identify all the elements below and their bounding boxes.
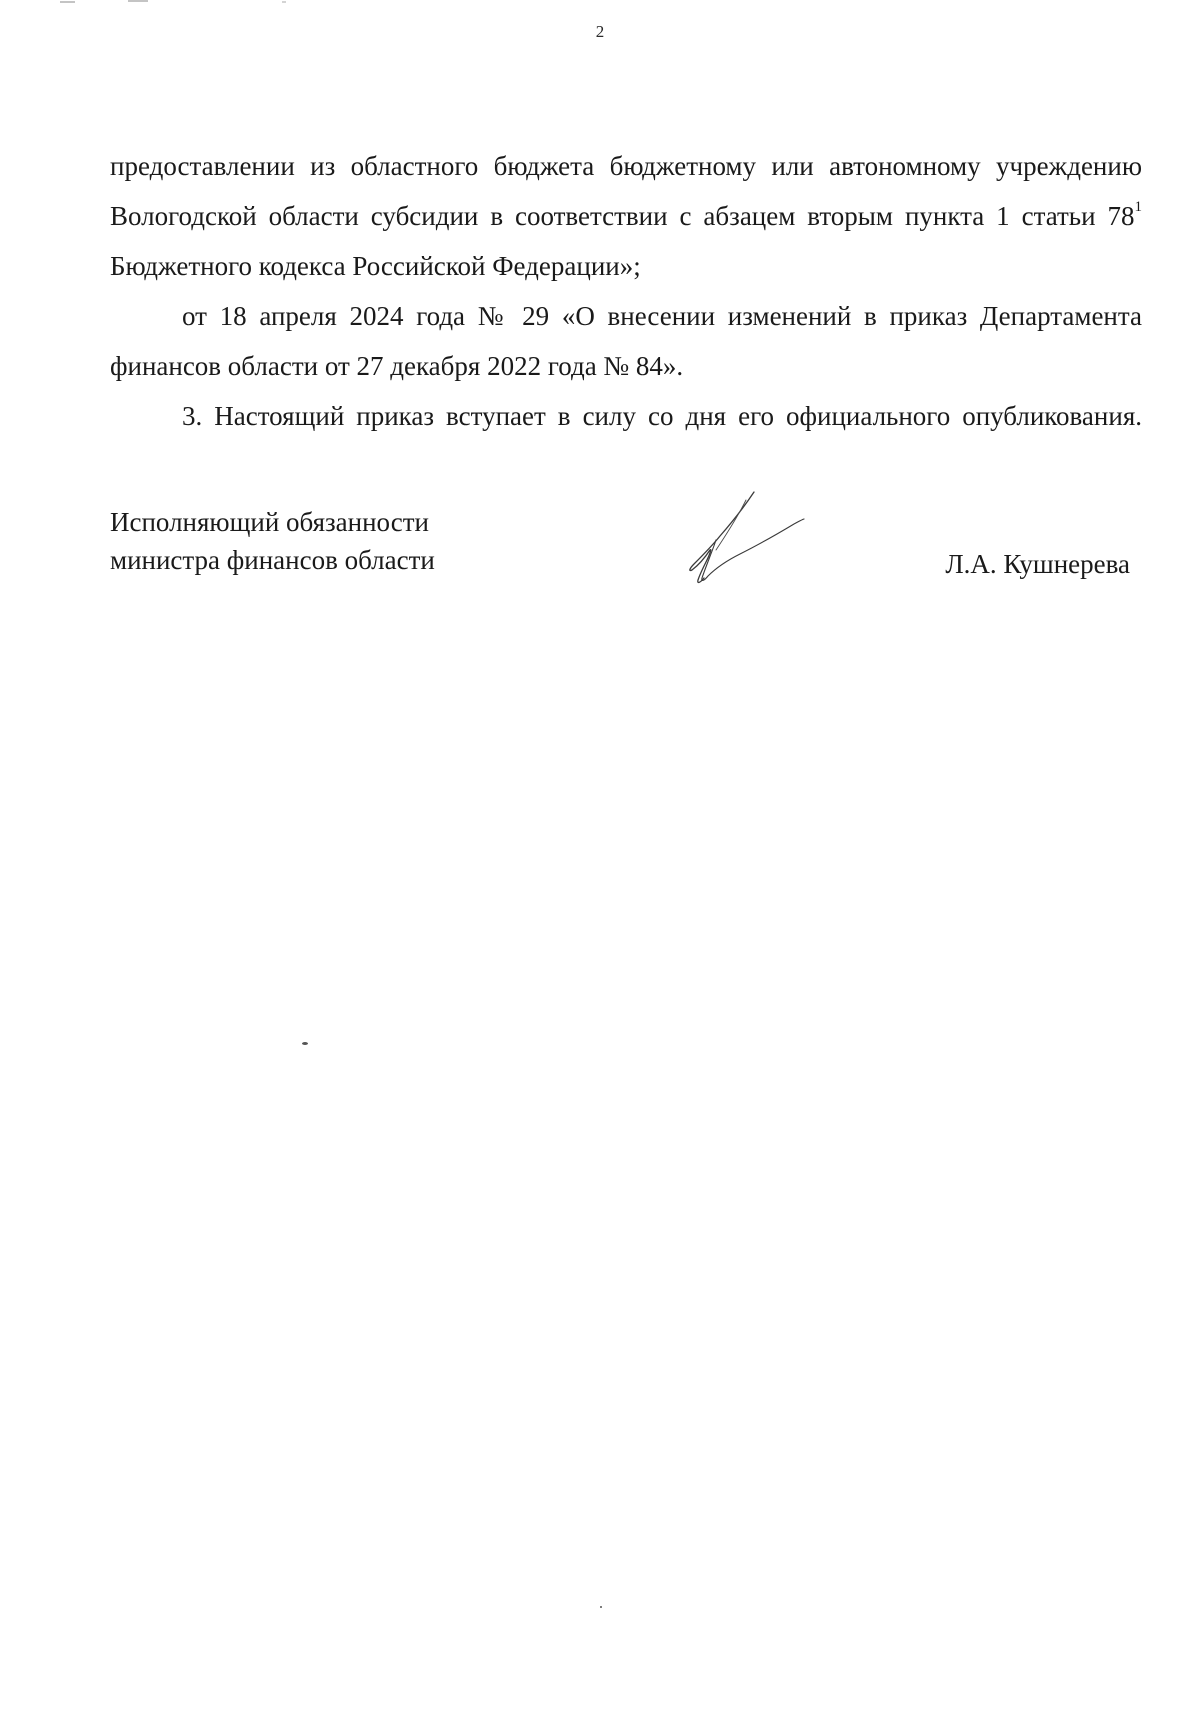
paragraph-line: от 18 апреля 2024 года № 29 «О внесении изменений в приказ Департамента — [182, 301, 1142, 331]
document-body — [110, 141, 1142, 441]
paragraph-entry-into-force — [110, 391, 1142, 441]
scan-speck — [302, 1042, 308, 1045]
paragraph-line: финансов области от 27 декабря 2022 года № 84». — [110, 351, 684, 381]
paragraph-line: 3. Настоящий приказ вступает в силу со дня его официального опубликования. — [182, 401, 1142, 431]
paragraph-order-reference — [110, 291, 1142, 391]
paragraph-line-text: Вологодской области субсидии в соответствии с абзацем вторым пункта 1 статьи 78 — [110, 201, 1135, 231]
scan-artifact-marks — [0, 0, 300, 6]
paragraph-continuation — [110, 141, 1142, 291]
signatory-name: Л.А. Кушнерева — [945, 549, 1130, 579]
paragraph-line-with-footnote — [110, 191, 1142, 241]
signatory-position — [110, 503, 435, 579]
signatory-position-line: Исполняющий обязанности — [110, 507, 429, 537]
scan-speck — [600, 1606, 602, 1608]
signatory-position-line: министра финансов области — [110, 545, 435, 575]
paragraph-line: Бюджетного кодекса Российской Федерации»; — [110, 251, 641, 281]
handwritten-signature — [676, 490, 806, 590]
paragraph-line: предоставлении из областного бюджета бюджетному или автономному учреждению — [110, 151, 1142, 181]
article-superscript: 1 — [1134, 199, 1142, 215]
page-number: 2 — [595, 22, 605, 41]
